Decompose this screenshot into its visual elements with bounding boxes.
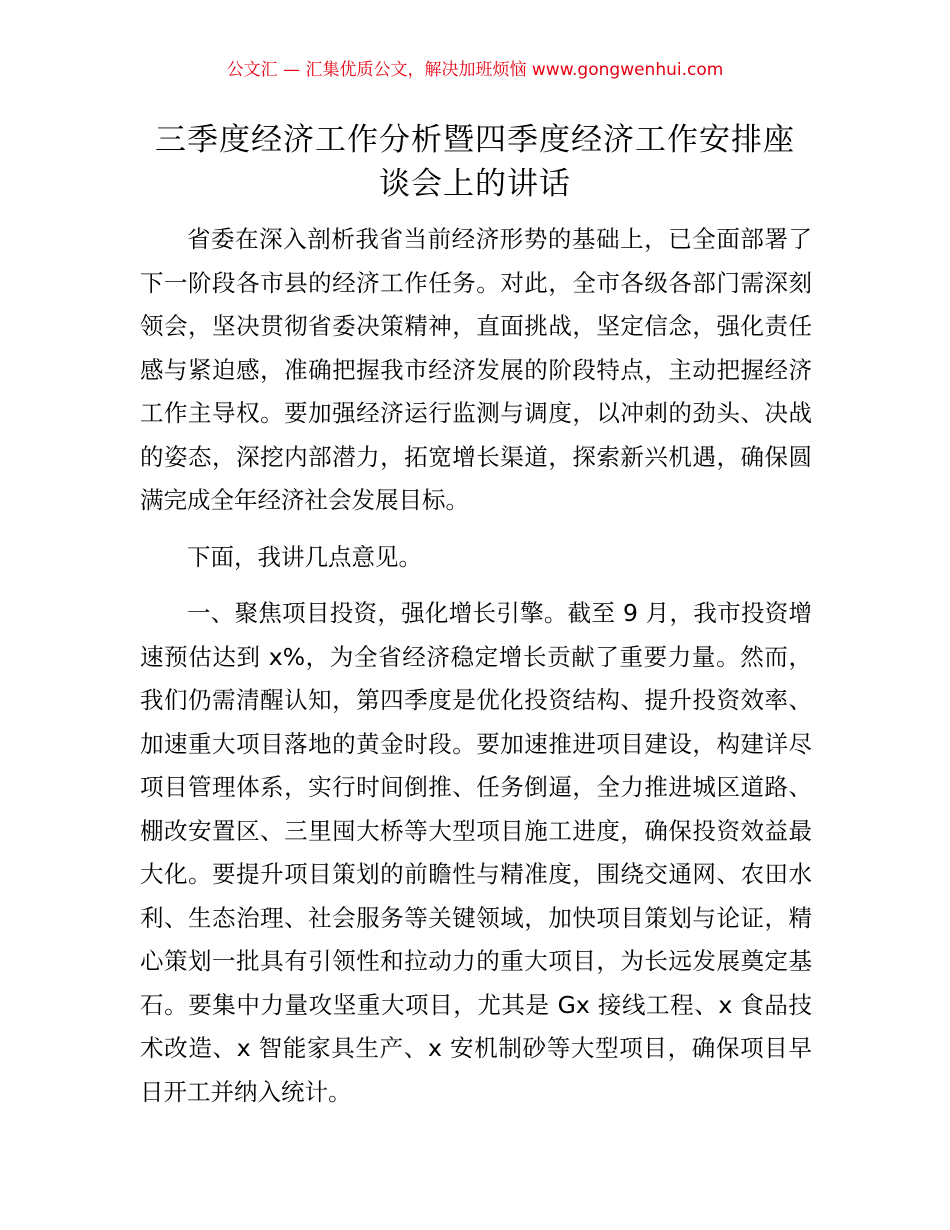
document-body xyxy=(140,218,812,1114)
site-header-banner: 公文汇 — 汇集优质公文，解决加班烦恼 www.gongwenhui.com xyxy=(226,60,724,80)
paragraph-intro: 省委在深入剖析我省当前经济形势的基础上，已全面部署了下一阶段各市县的经济工作任务。对此，全市各级各部门需深刻领会，坚决贯彻省委决策精神，直面挑战，坚定信念，强化责任感与紧迫感，准确把握我市经济发展的阶段特点，主动把握经济工作主导权。要加强经济运行监测与调度，以冲刺的劲头、决战的姿态，深挖内部潜力，拓宽增长渠道，探索新兴机遇，确保圆满完成全年经济社会发展目标。 xyxy=(140,225,812,514)
document-title: 三季度经济工作分析暨四季度经济工作安排座谈会上的讲话 xyxy=(155,122,795,202)
paragraph-transition: 下面，我讲几点意见。 xyxy=(187,542,422,571)
paragraph-section-one: 一、聚焦项目投资，强化增长引擎。截至 9 月，我市投资增速预估达到 x%，为全省经济稳定增长贡献了重要力量。然而，我们仍需清醒认知，第四季度是优化投资结构、提升投资效率、加速重大项目落地的黄金时段。要加速推进项目建设，构建详尽项目管理体系，实行时间倒推、任务倒逼，全力推进城区道路、棚改安置区、三里囤大桥等大型项目施工进度，确保投资效益最大化。要提升项目策划的前瞻性与精准度，围绕交通网、农田水利、生态治理、社会服务等关键领域，加快项目策划与论证，精心策划一批具有引领性和拉动力的重大项目，为长远发展奠定基石。要集中力量攻坚重大项目，尤其是 Gx 接线工程、x 食品技术改造、x 智能家具生产、x 安机制砂等大型项目，确保项目早日开工并纳入统计。 xyxy=(140,599,812,1106)
